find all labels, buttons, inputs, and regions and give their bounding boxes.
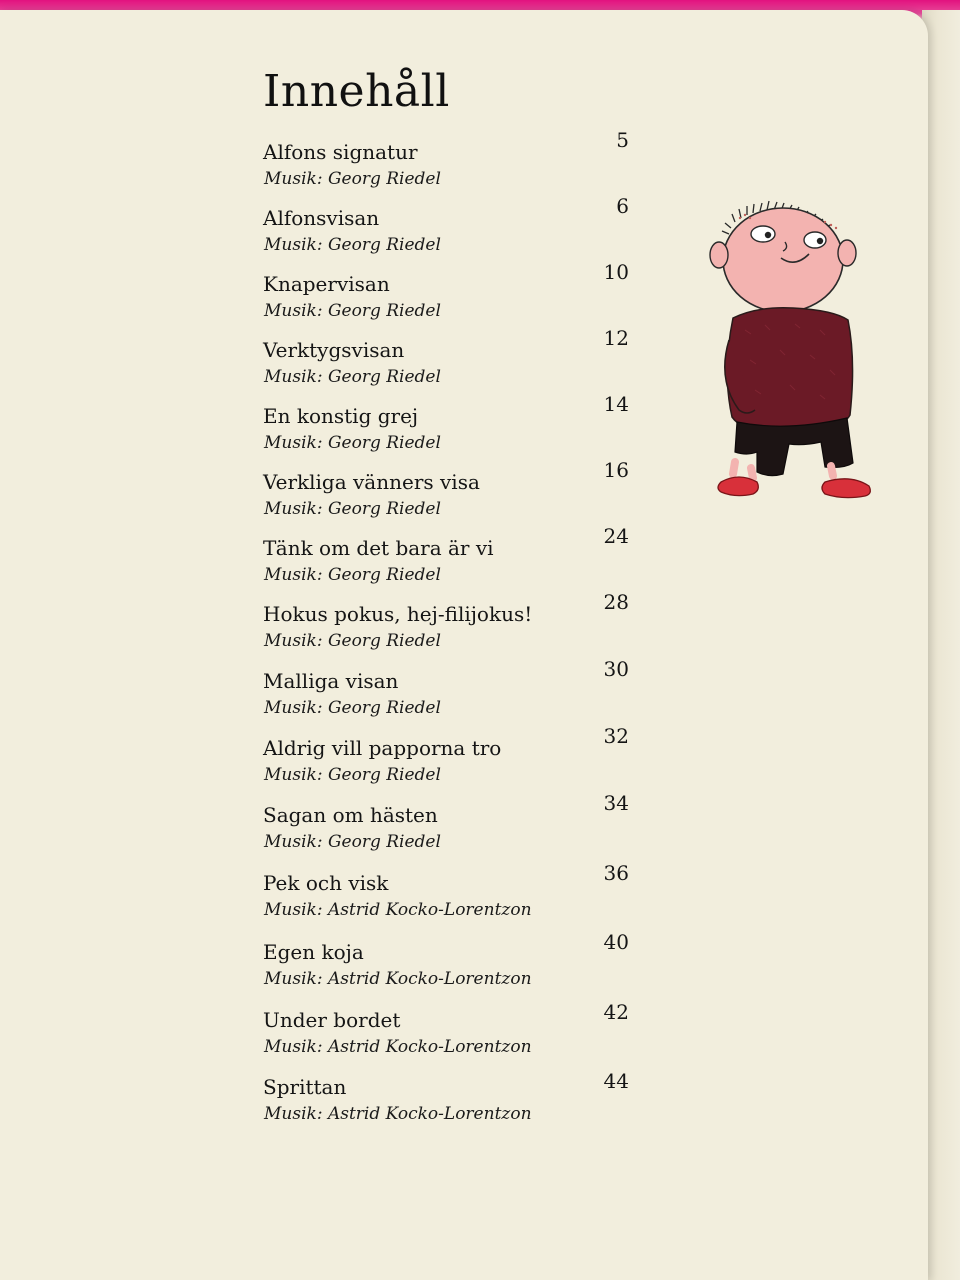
- entry-composer: Musik: Georg Riedel: [264, 301, 441, 321]
- entry-composer: Musik: Georg Riedel: [264, 631, 441, 651]
- entry-title: En konstig grej: [263, 404, 419, 428]
- entry-page-number: 14: [603, 392, 629, 416]
- entry-title: Under bordet: [263, 1008, 401, 1032]
- entry-title: Sagan om hästen: [263, 803, 438, 827]
- entry-page-number: 28: [603, 590, 629, 614]
- left-ear: [710, 242, 728, 268]
- entry-composer: Musik: Georg Riedel: [264, 832, 441, 852]
- entry-composer: Musik: Georg Riedel: [264, 433, 441, 453]
- alfons-illustration: [705, 200, 885, 520]
- entry-title: Tänk om det bara är vi: [263, 536, 494, 560]
- entry-composer: Musik: Georg Riedel: [264, 235, 441, 255]
- entry-composer: Musik: Georg Riedel: [264, 499, 441, 519]
- entry-page-number: 12: [603, 326, 629, 350]
- entry-title: Pek och visk: [263, 871, 389, 895]
- entry-page-number: 40: [603, 930, 629, 954]
- entry-title: Alfonsvisan: [263, 206, 380, 230]
- entry-page-number: 6: [616, 194, 629, 218]
- entry-composer: Musik: Georg Riedel: [264, 765, 441, 785]
- page-title: Innehåll: [263, 66, 450, 117]
- entry-composer: Musik: Astrid Kocko-Lorentzon: [264, 1104, 532, 1124]
- entry-composer: Musik: Georg Riedel: [264, 367, 441, 387]
- entry-composer: Musik: Astrid Kocko-Lorentzon: [264, 900, 532, 920]
- entry-composer: Musik: Georg Riedel: [264, 169, 441, 189]
- entry-composer: Musik: Astrid Kocko-Lorentzon: [264, 1037, 532, 1057]
- entry-composer: Musik: Georg Riedel: [264, 565, 441, 585]
- entry-title: Verkliga vänners visa: [263, 470, 480, 494]
- entry-title: Egen koja: [263, 940, 364, 964]
- entry-page-number: 16: [603, 458, 629, 482]
- right-shoe: [822, 479, 870, 498]
- entry-page-number: 32: [603, 724, 629, 748]
- entry-page-number: 42: [603, 1000, 629, 1024]
- entry-title: Verktygsvisan: [263, 338, 405, 362]
- entry-title: Alfons signatur: [263, 140, 418, 164]
- entry-page-number: 5: [616, 128, 629, 152]
- entry-title: Knapervisan: [263, 272, 390, 296]
- entry-page-number: 30: [603, 657, 629, 681]
- entry-title: Hokus pokus, hej-filijokus!: [263, 602, 533, 626]
- left-eye: [751, 226, 775, 242]
- entry-title: Sprittan: [263, 1075, 347, 1099]
- entry-page-number: 34: [603, 791, 629, 815]
- right-ear: [838, 240, 856, 266]
- left-shoe: [718, 477, 758, 496]
- entry-page-number: 44: [603, 1069, 629, 1093]
- entry-page-number: 10: [603, 260, 629, 284]
- entry-title: Malliga visan: [263, 669, 399, 693]
- entry-page-number: 36: [603, 861, 629, 885]
- entry-title: Aldrig vill papporna tro: [263, 736, 502, 760]
- entry-page-number: 24: [603, 524, 629, 548]
- entry-composer: Musik: Georg Riedel: [264, 698, 441, 718]
- sweater: [727, 308, 852, 435]
- entry-composer: Musik: Astrid Kocko-Lorentzon: [264, 969, 532, 989]
